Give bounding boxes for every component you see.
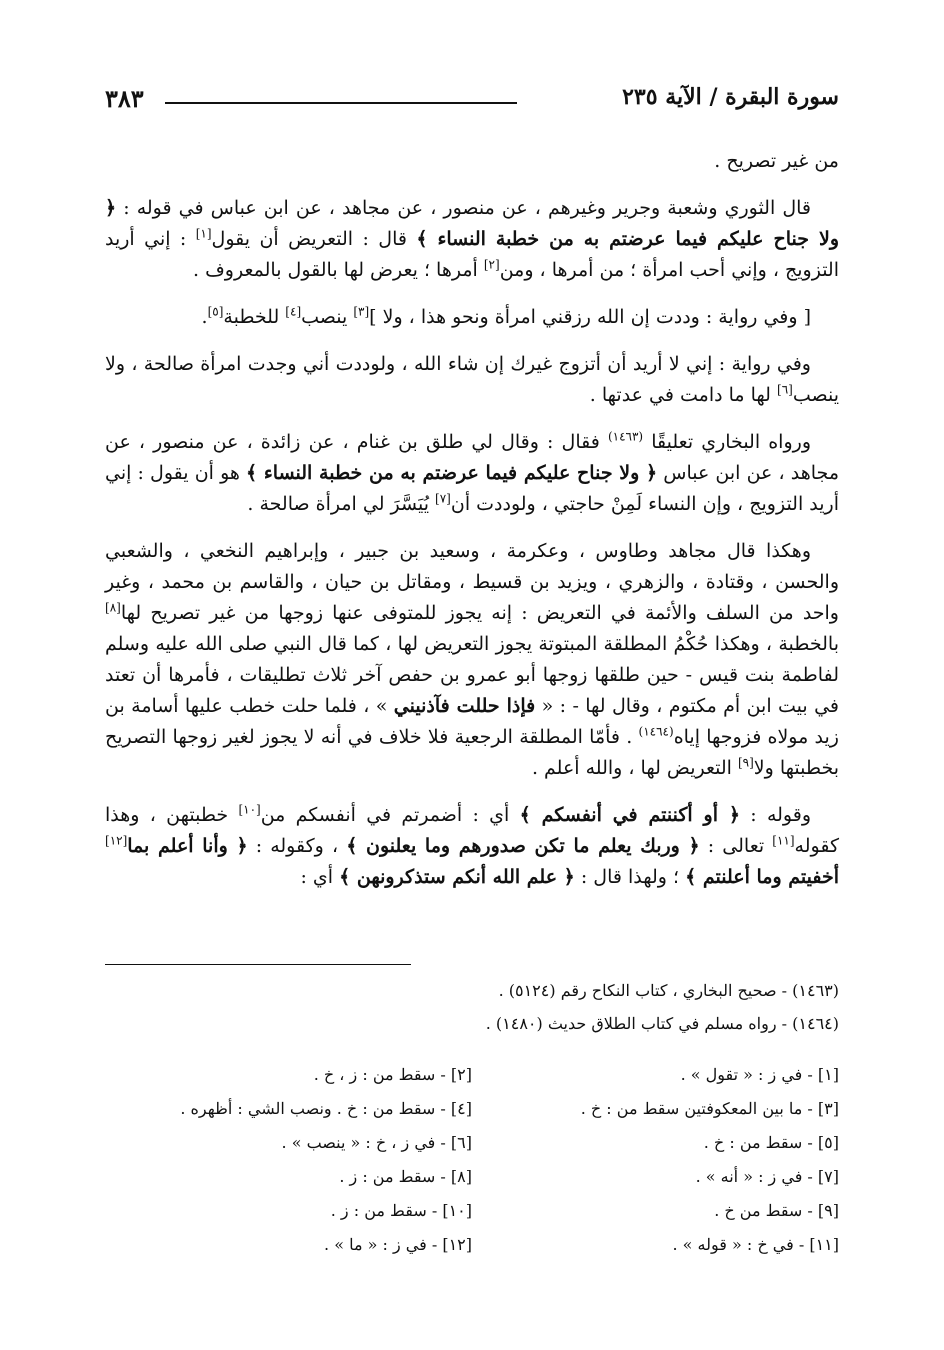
text-run: أي : أضمرتم في أنفسكم من <box>260 804 520 826</box>
footnote-marker[interactable]: [٥] <box>207 304 224 319</box>
text-run: ؛ ولهذا قال : <box>574 866 686 888</box>
text-run: هو أن يقول : إني أريد التزويج ، وإن النساء لَمِنْ حاجتي ، ولوددت أن <box>105 462 839 515</box>
reference-footnote: (١٤٦٤) - رواه مسلم في كتاب الطلاق حديث (١٤٨٠) . <box>485 1014 839 1033</box>
paragraph-3 <box>105 302 839 333</box>
quran-quote: ﴿ أو أكننتم في أنفسكم ﴾ <box>519 804 740 826</box>
footnote-marker[interactable]: [٨] <box>105 600 121 615</box>
textual-note: [٧] - في ز : « أنه » . <box>695 1167 839 1186</box>
paragraph-5 <box>105 427 839 520</box>
footnote-marker[interactable]: [١] <box>195 226 212 241</box>
footnote-marker[interactable]: [٣] <box>353 304 370 319</box>
footnote-marker[interactable]: [٤] <box>285 304 302 319</box>
textual-note: [٩] - سقط من خ . <box>714 1201 839 1220</box>
quran-quote: ﴿ علم الله أنكم ستذكرونهن ﴾ <box>339 866 575 888</box>
footnote-marker[interactable]: [١٢] <box>105 833 128 848</box>
quran-quote: أخفيتم وما أعلنتم ﴾ <box>685 866 839 888</box>
text-run: وهكذا قال مجاهد وطاوس ، وعكرمة ، وسعيد بن جبير ، وإبراهيم النخعي ، والشعبي والحسن ، وقتادة ، والزهري ، ويزيد بن قسيط ، ومقاتل بن حيان ، والقاسم بن محمد ، وغير واحد من السلف والأئمة في التعريض : إنه يجوز للمتوفى عنها زوجها من غير تصريح لها <box>105 540 839 624</box>
footnote-marker[interactable]: [٩] <box>737 755 754 770</box>
main-text <box>105 146 839 909</box>
text-run: . <box>201 306 208 328</box>
textual-note: [٦] - في ز ، خ : « ينصب » . <box>281 1133 472 1152</box>
reference-footnotes <box>105 974 839 1040</box>
textual-note: [١٢] - في ز : « ما » . <box>324 1235 472 1254</box>
paragraph-1 <box>105 146 839 177</box>
text-run: للخطبة <box>223 306 286 328</box>
footnote-marker[interactable]: [٢] <box>483 257 500 272</box>
text-run: لها ما دامت في عدتها . <box>589 384 778 406</box>
text-run: خطبتهن ، وهذا كقوله <box>105 804 839 857</box>
text-run: أي : <box>300 866 340 888</box>
text-run: تعالى : <box>699 835 773 857</box>
quran-quote: ﴿ ولا جناح عليكم فيما عرضتم به من خطبة النساء ﴾ <box>246 462 658 484</box>
text-run: وقوله : <box>739 804 811 826</box>
quran-quote: ﴿ ولا جناح عليكم فيما عرضتم به من خطبة النساء ﴾ <box>105 197 839 250</box>
textual-note: [١] - في ز : « تقول » . <box>680 1065 839 1084</box>
text-run: [ وفي رواية : وددت إن الله رزقني امرأة ونحو هذا ، ولا <box>376 306 811 328</box>
text-run: : إني أريد التزويج ، وإني أحب امرأة ؛ من أمرها ، ومن <box>105 228 839 281</box>
quran-quote: ﴿ وربك يعلم ما تكن صدورهم وما يعلنون ﴾ <box>346 835 700 857</box>
paragraph-7 <box>105 800 839 893</box>
text-run: وفي رواية : إني لا أريد أن أتزوج غيرك إن شاء الله ، ولوددت أني وجدت امرأة صالحة ، ولا ينصب <box>105 353 839 406</box>
text-run: قال : التعريض أن يقول <box>211 228 417 250</box>
footnote-separator <box>105 964 411 965</box>
text-run: أمرها ؛ يعرض لها بالقول بالمعروف . <box>193 259 484 281</box>
quran-quote: ﴿ وأنا أعلم بما <box>127 835 248 857</box>
reference-marker[interactable]: (١٤٦٣) <box>607 429 644 444</box>
text-run: » ، فلما حلت خطب عليها أسامة بن زيد مولاه فزوجها إياه <box>105 695 839 748</box>
reference-marker[interactable]: (١٤٦٤) <box>638 724 674 739</box>
textual-notes <box>105 1058 839 1262</box>
paragraph-2 <box>105 193 839 286</box>
text-run: من غير تصريح . <box>714 150 839 172</box>
footnote-marker[interactable]: [١٠] <box>238 802 261 817</box>
text-run: قال الثوري وشعبة وجرير وغيرهم ، عن منصور ، عن مجاهد ، عن ابن عباس في قوله : <box>116 197 811 219</box>
text-run: ورواه البخاري تعليقًا <box>643 431 811 453</box>
textual-note: [١٠] - سقط من : ز . <box>330 1201 472 1220</box>
text-run: ] <box>369 306 377 328</box>
text-run: يُيَسَّرَ لي امرأة صالحة . <box>247 493 436 515</box>
paragraph-6 <box>105 536 839 784</box>
text-run: ينصب <box>301 306 354 328</box>
text-run: . فأمّا المطلقة الرجعية فلا خلاف في أنه لا يجوز لغير زوجها التصريح بخطبتها ولا <box>105 726 839 779</box>
page-header <box>105 84 839 124</box>
text-run: ، وكقوله : <box>247 835 347 857</box>
text-run: بالخطبة ، وهكذا حُكْمُ المطلقة المبتوتة يجوز التعريض لها ، كما قال النبي صلى الله عليه وسلم لفاطمة بنت قيس - حين طلقها زوجها أبو عمرو بن حفص آخر ثلاث تطليقات ، فأمرها أن تعتد في بيت ابن أم مكتوم ، وقال لها - : « <box>105 633 839 717</box>
textual-note: [١١] - في خ : « قوله » . <box>672 1235 839 1254</box>
reference-footnote: (١٤٦٣) - صحيح البخاري ، كتاب النكاح رقم (٥١٢٤) . <box>498 981 839 1000</box>
hadith-quote: فإذا حللت فآذنيني <box>393 695 536 717</box>
header-rule <box>165 102 517 104</box>
paragraph-4 <box>105 349 839 411</box>
textual-note: [٨] - سقط من : ز . <box>339 1167 472 1186</box>
footnote-marker[interactable]: [١١] <box>772 833 795 848</box>
text-run: التعريض لها ، والله أعلم . <box>531 757 738 779</box>
surah-title: سورة البقرة / الآية ٢٣٥ <box>622 84 839 110</box>
textual-note: [٤] - سقط من : خ . ونصب الشي : أظهره . <box>180 1099 472 1118</box>
footnote-marker[interactable]: [٧] <box>435 491 451 506</box>
page-number: ٣٨٣ <box>105 84 144 113</box>
textual-note: [٣] - ما بين المعكوفتين سقط من : خ . <box>580 1099 839 1118</box>
textual-note: [٢] - سقط من : ز ، خ . <box>313 1065 472 1084</box>
textual-note: [٥] - سقط من : خ . <box>703 1133 839 1152</box>
footnote-marker[interactable]: [٦] <box>777 382 793 397</box>
text-run: فقال : وقال لي طلق بن غنام ، عن زائدة ، عن منصور ، عن مجاهد ، عن ابن عباس <box>105 431 839 484</box>
